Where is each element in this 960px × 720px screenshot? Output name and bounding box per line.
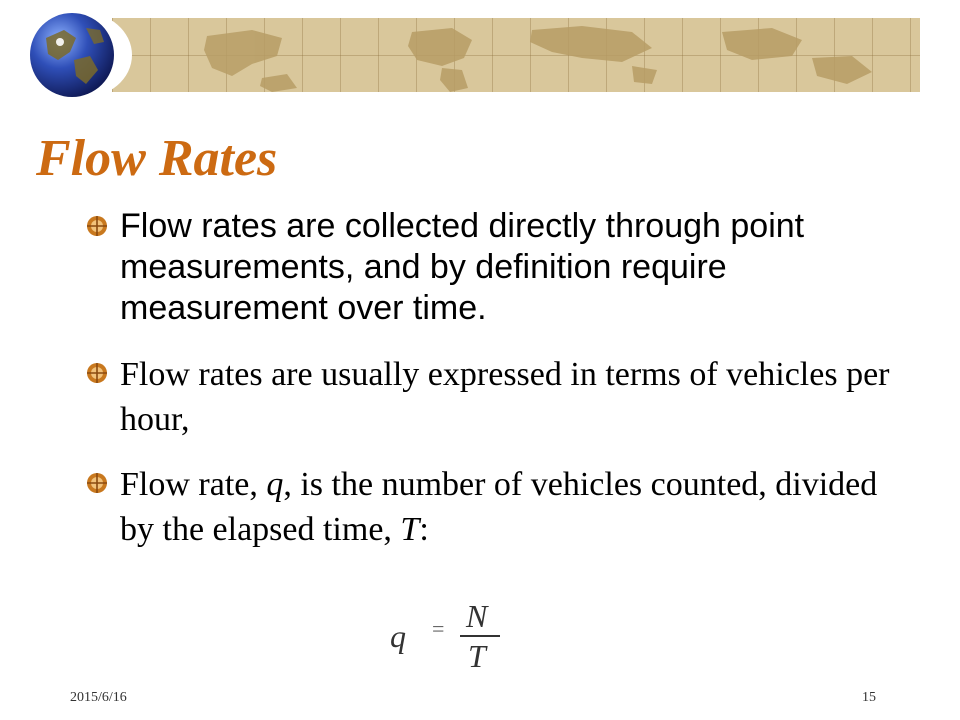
sun-bullet-icon xyxy=(86,362,108,384)
bullet-text: Flow rates are usually expressed in terms of vehicles per hour, xyxy=(120,356,890,438)
page-number: 15 xyxy=(862,690,876,705)
flow-rate-formula xyxy=(390,598,510,678)
slide-title: Flow Rates xyxy=(36,130,278,187)
world-map-icon xyxy=(112,18,920,92)
sun-bullet-icon xyxy=(86,472,108,494)
formula-denominator: T xyxy=(468,638,486,674)
formula-lhs: q xyxy=(390,618,406,654)
bullet-text-prefix: Flow rate, xyxy=(120,466,267,503)
formula-equals: = xyxy=(432,616,445,641)
bullet-list xyxy=(86,206,906,552)
map-banner xyxy=(112,18,920,92)
bullet-text-suffix: : xyxy=(419,511,429,548)
bullet-text: Flow rates are collected directly through point measurements, and by definition require measurement over time. xyxy=(120,207,805,327)
variable-t: T xyxy=(400,511,420,548)
formula-numerator: N xyxy=(466,598,488,634)
footer-date: 2015/6/16 xyxy=(70,690,127,705)
bullet-text-middle: , is the number of vehicles counted, divided by the elapsed time, xyxy=(120,466,878,548)
globe-icon xyxy=(24,8,134,102)
bullet-item xyxy=(86,206,906,329)
bullet-text xyxy=(120,462,906,552)
fraction-bar xyxy=(460,635,500,637)
variable-q: q xyxy=(266,466,284,503)
sun-bullet-icon xyxy=(86,215,108,237)
bullet-item xyxy=(86,462,906,552)
bullet-item xyxy=(86,352,906,442)
